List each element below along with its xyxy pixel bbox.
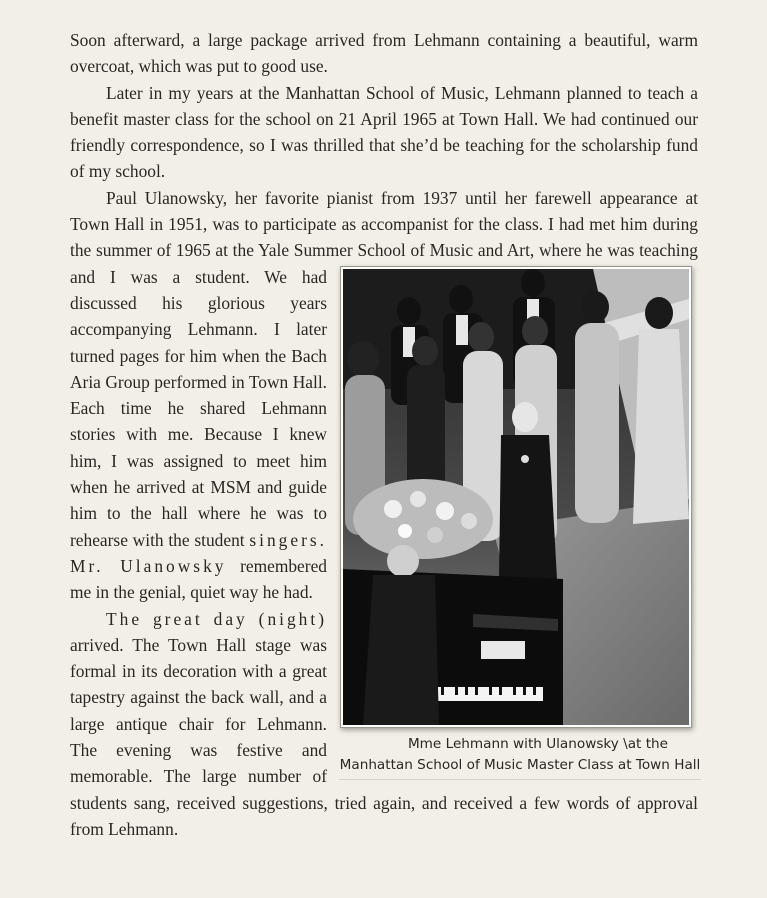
photo-figure (339, 266, 701, 780)
paragraph-ulanowsky-part-1b: where he was teaching and I was a student. We had discussed his glorious years accompanying Lehmann. I later turned pages for him when the Bach Aria Group performed in Town Hall. Each time he shared Lehmann stories with me. Because I knew him, I was assigned to meet him when he arrived at MSM and guide him to the hall where he was to rehearse with the student (70, 240, 698, 550)
paragraph-great-day-part-2: arrived. The Town Hall stage was formal in its decoration with a great tapestry against the back wall, and a large antique chair for Lehmann. The evening was festive and memorable. The large number of students sang, received suggestions, tried again, and received a few words of approval from Lehmann. (70, 634, 698, 839)
document-body (70, 27, 701, 842)
paragraph-overcoat: Soon afterward, a large package arrived from Lehmann containing a beautiful, warm overcoat, which was put to good use. (70, 30, 698, 77)
photo-caption: Mme Lehmann with Ulanowsky \at the Manhattan School of Music Master Class at Town Hall (339, 734, 701, 780)
paragraph-ulanowsky-part-1: Paul Ulanowsky, her favorite pianist from 1937 until her farewell appearance at Town Hall in 1951, was to participate as accompanist for the class. I had met him during the summer of 1965 at the Yale Summer School of Music and Art, Mme Lehmann with Ulanowsky \at the Manhattan School of Music Master Class at Town Hall where he was teaching and I was a student. We had discussed his glorious years accompanying Lehmann. I later turned pages for him when the Bach Aria Group performed in Town Hall. Each time he shared Lehmann stories with me. Because I knew him, I was assigned to meet him when he arrived at MSM and guide him to the hall where he was to rehearse with the student (70, 188, 698, 550)
paragraph-great-day-part-1: The great day (night) (106, 608, 327, 629)
photo-lehmann-ulanowsky (340, 266, 692, 728)
paragraph-ulanowsky-part-2: singers. Mr. Ulanowsky (70, 529, 327, 576)
paragraph-ulanowsky-part-3: remembered me in the genial, quiet way he had. (70, 555, 327, 603)
paragraph-master-class: Later in my years at the Manhattan School of Music, Lehmann planned to teach a benefit master class for the school on 21 April 1965 at Town Hall. We had continued our friendly correspondence, so I was thrilled that she’d be teaching for the scholarship fund of my school. (70, 82, 698, 182)
photo-image (343, 269, 689, 725)
